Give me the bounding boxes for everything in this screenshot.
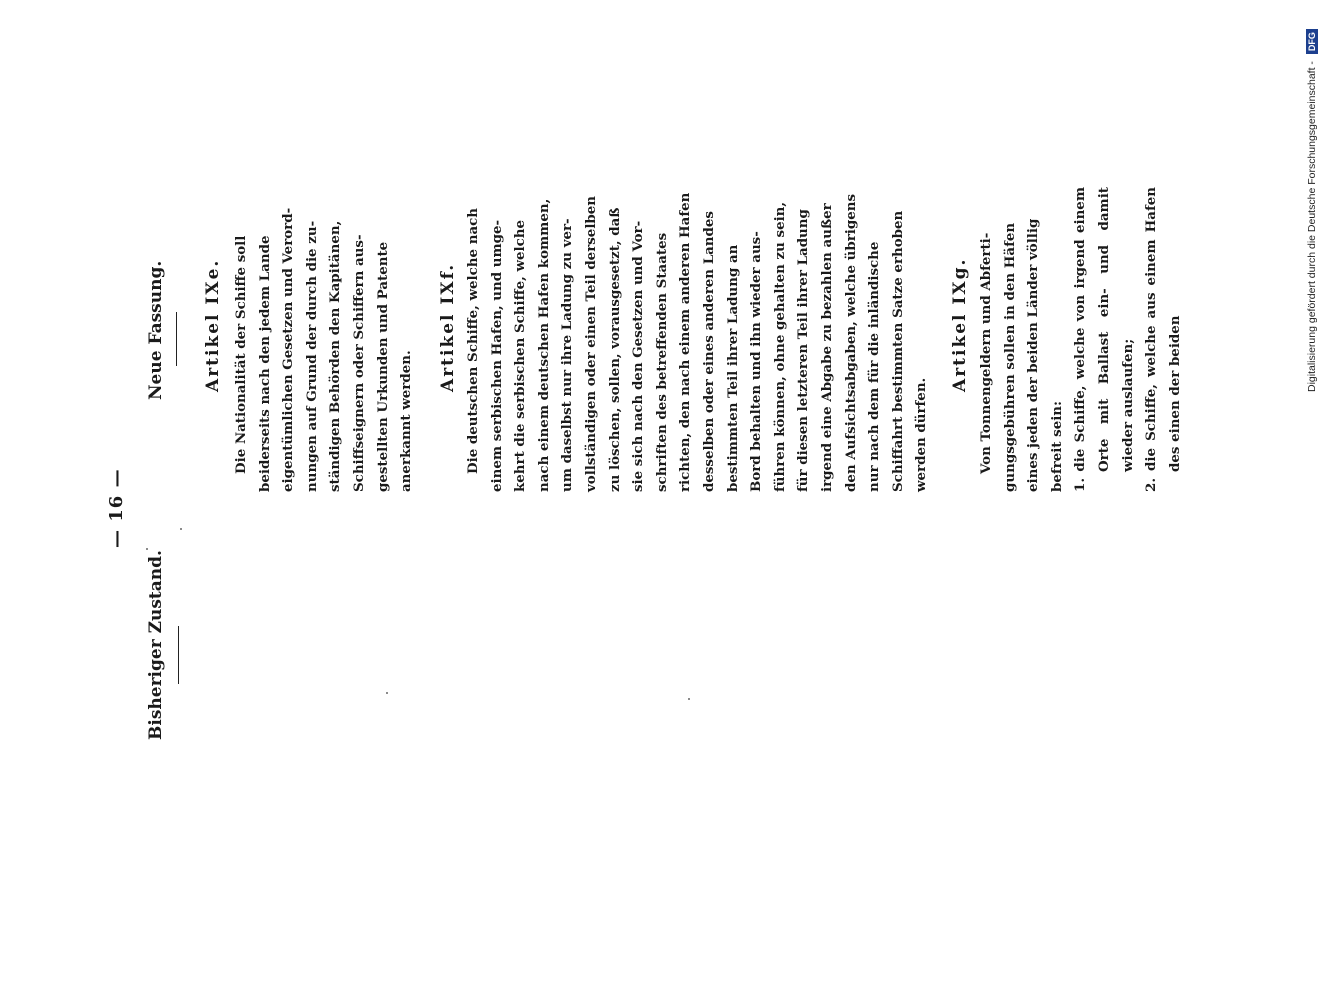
article-ixf-line: zu löschen, sollen, vorausgesetzt, daß bbox=[606, 207, 623, 492]
article-title-ixf: Artikel IXf. bbox=[438, 262, 458, 392]
article-ixg-line: Von Tonnengeldern und Abferti- bbox=[978, 232, 994, 474]
article-ixf-line: den Aufsichtsabgaben, welche übrigens bbox=[842, 193, 859, 492]
article-ixf-line: vollständigen oder einen Teil derselben bbox=[582, 195, 599, 492]
article-title-ixg: Artikel IXg. bbox=[950, 257, 970, 392]
article-ixg-list-item: 2. die Schiffe, welche aus einem Hafen des einen der beiden bbox=[1143, 187, 1183, 492]
article-title-ixe: Artikel IXe. bbox=[203, 258, 223, 392]
right-heading-rule bbox=[176, 312, 177, 366]
scan-speck bbox=[386, 692, 388, 694]
left-heading-rule bbox=[178, 626, 179, 684]
article-ixf-line: kehrt die serbischen Schiffe, welche bbox=[512, 220, 529, 492]
article-ixe-line: anerkannt werden. bbox=[398, 350, 415, 492]
article-ixf-line: für diesen letzteren Teil ihrer Ladung bbox=[795, 209, 812, 492]
scan-speck bbox=[688, 698, 690, 700]
article-ixe-text bbox=[230, 187, 419, 492]
article-ixg-line: eines jeden der beiden Länder völlig bbox=[1025, 218, 1042, 492]
article-ixf-line: Bord behalten und ihn wieder aus- bbox=[748, 231, 765, 492]
article-ixf-line: Die deutschen Schiffe, welche nach bbox=[465, 207, 481, 474]
article-ixe-line: Die Nationalität der Schiffe soll bbox=[233, 235, 249, 474]
article-ixf-line: sie sich nach den Gesetzen und Vor- bbox=[630, 220, 647, 492]
article-ixg-line: befreit sein: bbox=[1048, 401, 1065, 492]
article-ixf-line: einem serbischen Hafen, und umge- bbox=[488, 219, 505, 492]
scan-speck bbox=[146, 548, 148, 550]
article-ixf-line: um daselbst nur ihre Ladung zu ver- bbox=[559, 218, 576, 492]
article-ixe-line: beiderseits nach den jedem Lande bbox=[256, 235, 273, 492]
article-ixg-text bbox=[975, 187, 1187, 492]
article-ixf-text bbox=[462, 187, 934, 492]
article-ixf-line: nach einem deutschen Hafen kommen, bbox=[535, 198, 552, 492]
article-ixe-line: Schiffseignern oder Schiffern aus- bbox=[350, 234, 367, 492]
article-ixg-list-item: 1. die Schiffe, welche von irgend einem Orte mit Ballast ein- und damit wieder auslaufen; bbox=[1072, 187, 1136, 492]
article-ixf-line: führen können, ohne gehalten zu sein, bbox=[771, 201, 788, 492]
dfg-logo: DFG bbox=[1306, 29, 1318, 54]
scan-speck bbox=[180, 528, 182, 530]
article-ixf-line: irgend eine Abgabe zu bezahlen außer bbox=[818, 203, 835, 492]
digitization-credit bbox=[1306, 29, 1318, 392]
article-ixg-line: gungsgebühren sollen in den Häfen bbox=[1001, 222, 1018, 492]
article-ixe-line: ständigen Behörden den Kapitänen, bbox=[327, 220, 344, 492]
digitization-credit-text: Digitalisierung gefördert durch die Deutsche Forschungsgemeinschaft - bbox=[1306, 61, 1318, 392]
article-ixf-line: werden dürfen. bbox=[913, 377, 930, 492]
article-ixf-line: schriften des betreffenden Staates bbox=[653, 232, 670, 492]
article-ixf-line: richten, den nach einem anderen Hafen bbox=[677, 192, 694, 492]
article-ixf-line: bestimmten Teil ihrer Ladung an bbox=[724, 244, 741, 492]
article-ixe-line: gestellten Urkunden und Patente bbox=[374, 241, 391, 492]
left-column-heading: Bisheriger Zustand. bbox=[146, 550, 166, 740]
article-ixf-line: Schiffahrt bestimmten Satze erhoben bbox=[889, 210, 906, 492]
article-ixe-line: eigentümlichen Gesetzen und Verord- bbox=[280, 207, 297, 492]
right-column-heading: Neue Fassung. bbox=[146, 260, 166, 400]
article-ixf-line: desselben oder eines anderen Landes bbox=[700, 211, 717, 492]
article-ixf-line: nur nach dem für die inländische bbox=[866, 241, 883, 492]
page-number: — 16 — bbox=[106, 468, 127, 548]
article-ixe-line: nungen auf Grund der durch die zu- bbox=[303, 220, 320, 492]
